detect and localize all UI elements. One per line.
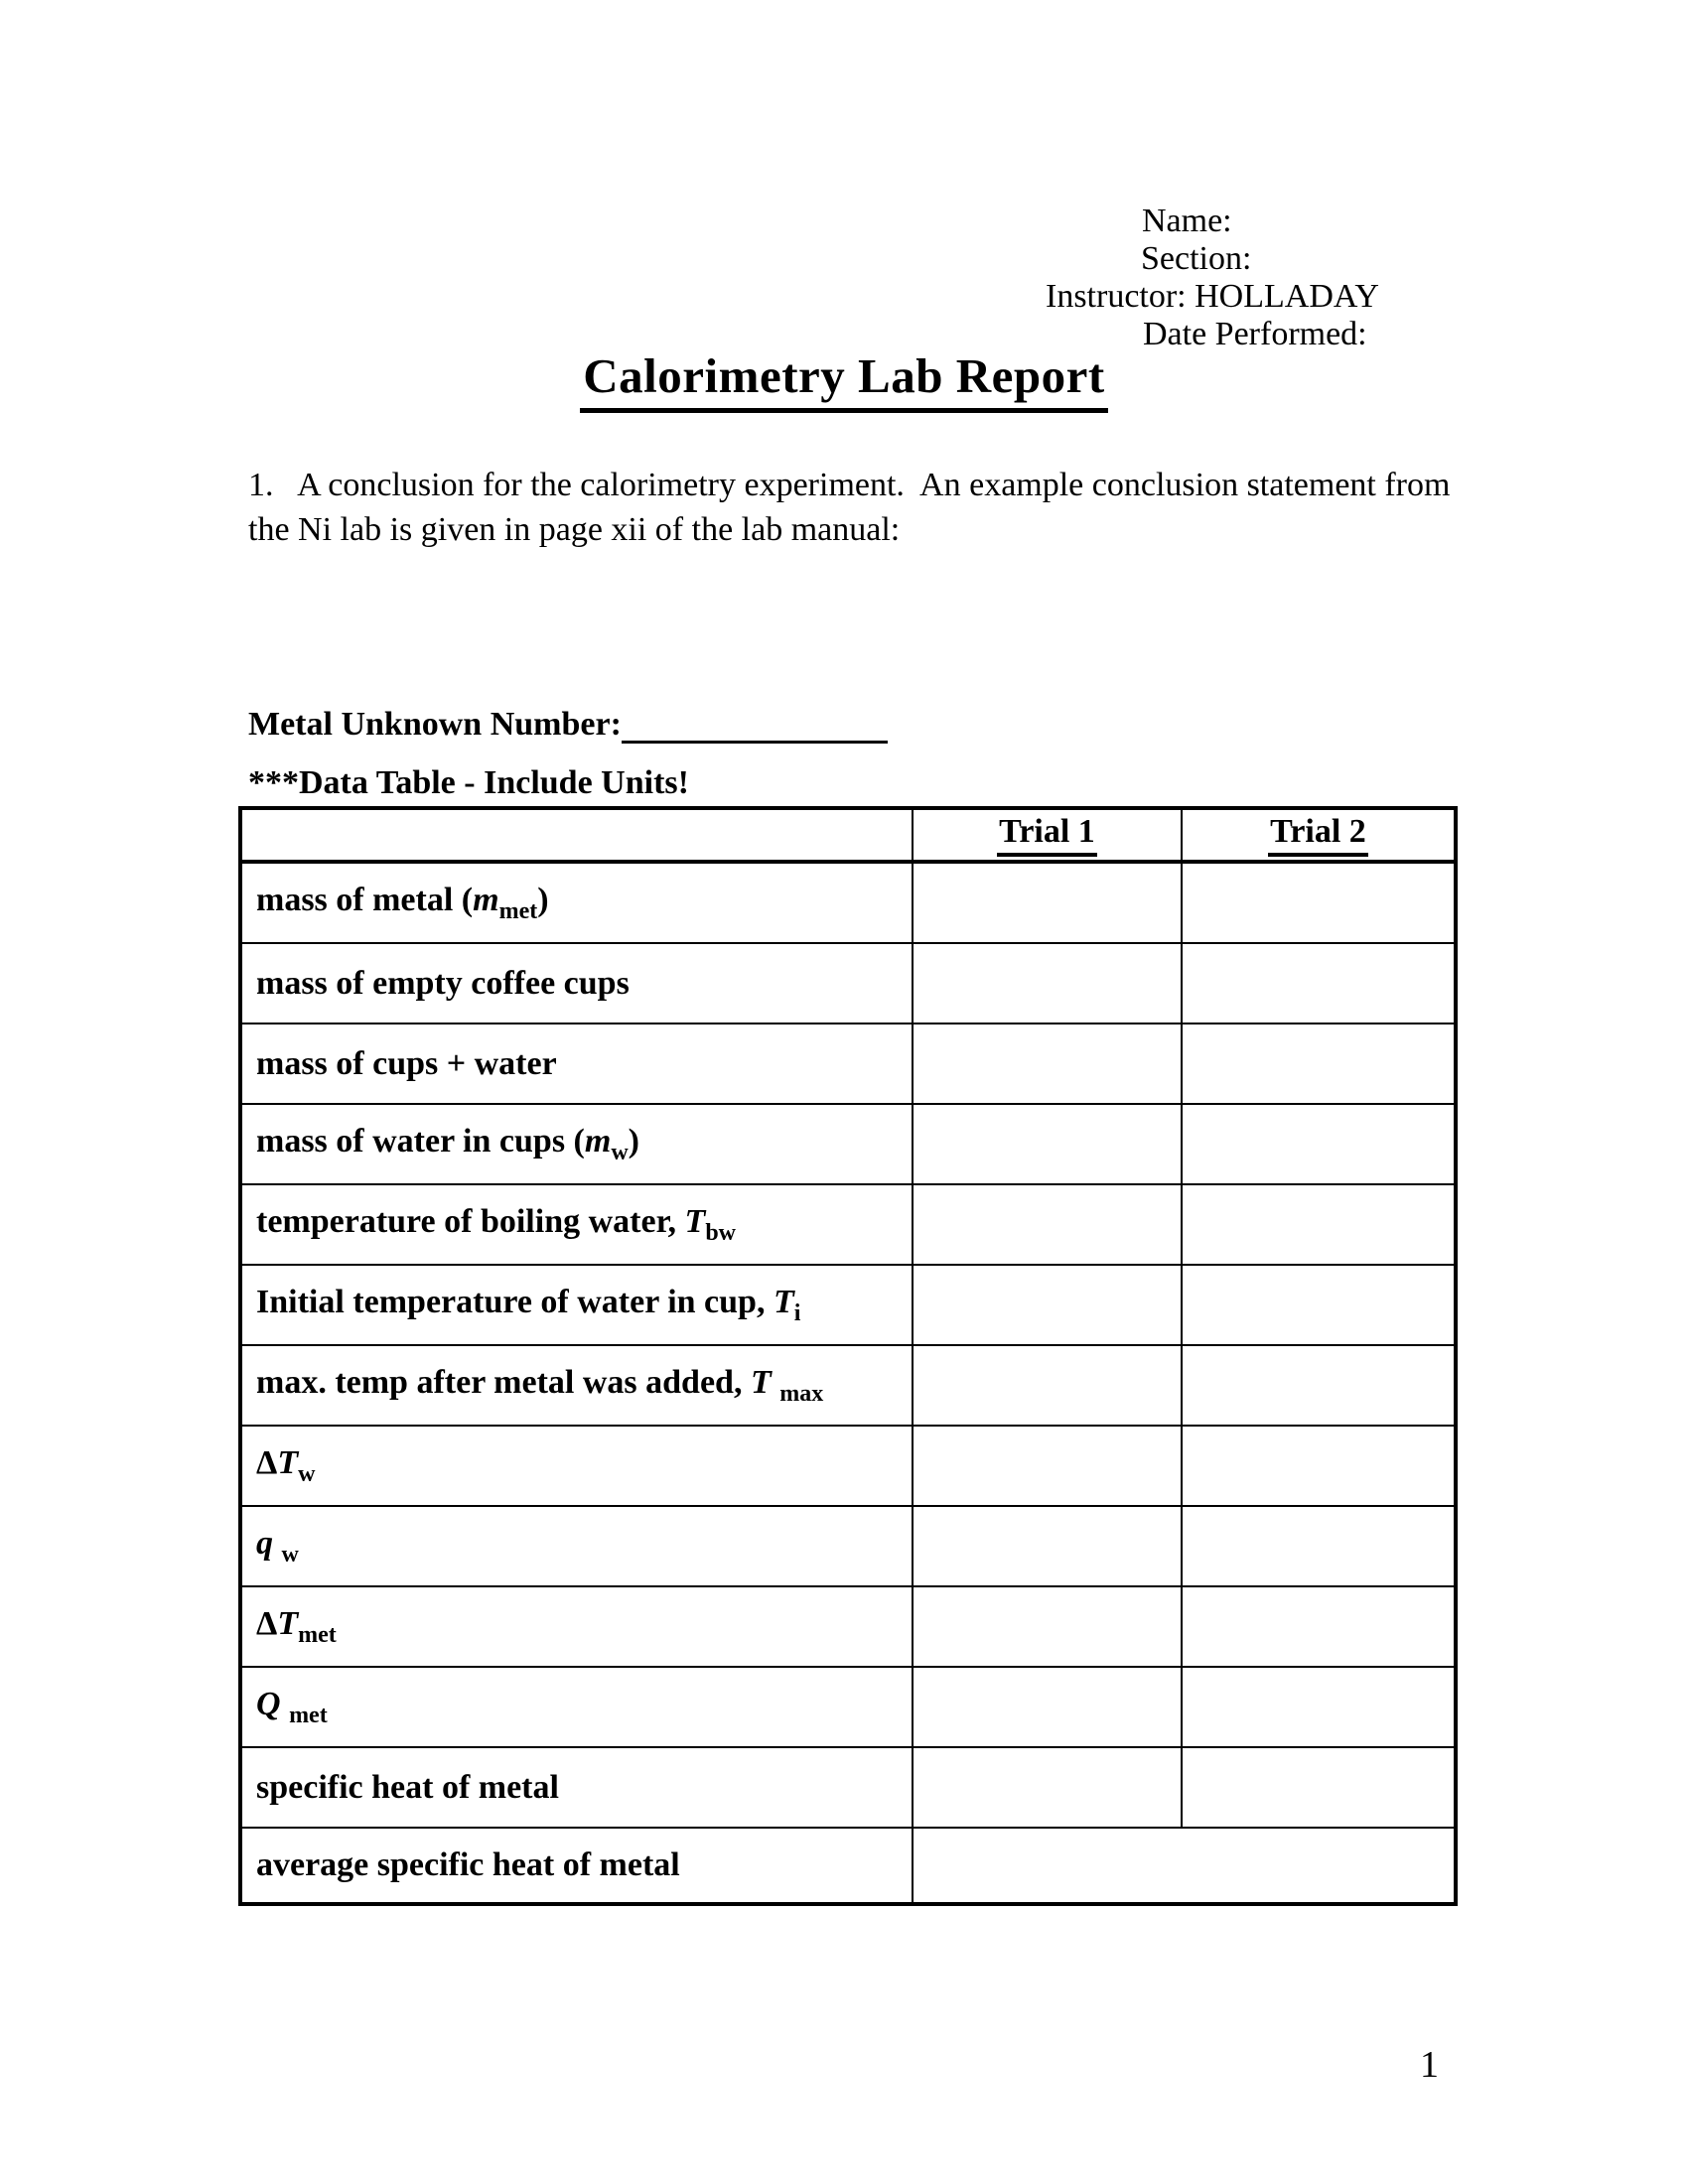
row-label: max. temp after metal was added, T $_{max}$ xyxy=(240,1345,913,1426)
empty-header-cell xyxy=(240,808,913,862)
value-cell-trial1[interactable] xyxy=(913,1184,1182,1265)
table-row xyxy=(240,862,1456,943)
table-row xyxy=(240,1747,1456,1828)
value-cell-trial1[interactable] xyxy=(913,862,1182,943)
table-row xyxy=(240,1506,1456,1586)
section-field-label: Section: xyxy=(1141,240,1252,277)
value-cell-trial1[interactable] xyxy=(913,1104,1182,1184)
row-label: mass of water in cups $(m_w)$ xyxy=(240,1104,913,1184)
value-cell-trial2[interactable] xyxy=(1182,1506,1456,1586)
row-label: Q $_{met}$ xyxy=(240,1667,913,1747)
intro-paragraph xyxy=(248,463,1479,552)
data-table-note: ***Data Table - Include Units! xyxy=(248,764,689,801)
value-cell-trial2[interactable] xyxy=(1182,1667,1456,1747)
row-label: mass of metal $(m_{met})$ xyxy=(240,862,913,943)
row-label: $\Delta T_w$ xyxy=(240,1426,913,1506)
value-cell-trial1[interactable] xyxy=(913,1506,1182,1586)
data-table xyxy=(238,806,1458,1906)
table-row xyxy=(240,1345,1456,1426)
value-cell-trial1[interactable] xyxy=(913,1747,1182,1828)
column-header-trial2: Trial 2 xyxy=(1182,808,1456,862)
table-row xyxy=(240,1828,1456,1904)
value-cell-trial2[interactable] xyxy=(1182,943,1456,1024)
value-cell-trial2[interactable] xyxy=(1182,1265,1456,1345)
table-row xyxy=(240,1265,1456,1345)
row-label: mass of cups + water xyxy=(240,1024,913,1104)
value-cell-trial1[interactable] xyxy=(913,1586,1182,1667)
table-row xyxy=(240,1426,1456,1506)
table-row xyxy=(240,1184,1456,1265)
value-cell-trial1[interactable] xyxy=(913,943,1182,1024)
table-row xyxy=(240,1586,1456,1667)
row-label: specific heat of metal xyxy=(240,1747,913,1828)
intro-line-2: the Ni lab is given in page xii of the lab manual: xyxy=(248,511,901,548)
date-performed-field-label: Date Performed: xyxy=(1143,316,1367,352)
row-label: temperature of boiling water, $T_{bw}$ xyxy=(240,1184,913,1265)
row-label: mass of empty coffee cups xyxy=(240,943,913,1024)
row-label: $\Delta T_{met}$ xyxy=(240,1586,913,1667)
name-field-label: Name: xyxy=(1142,203,1232,239)
metal-unknown-label: Metal Unknown Number: xyxy=(248,706,622,743)
row-label: q $_w$ xyxy=(240,1506,913,1586)
value-cell-trial2[interactable] xyxy=(1182,1345,1456,1426)
value-cell-trial1[interactable] xyxy=(913,1667,1182,1747)
table-row xyxy=(240,943,1456,1024)
value-cell-trial1[interactable] xyxy=(913,1426,1182,1506)
row-label: average specific heat of metal xyxy=(240,1828,913,1904)
table-row xyxy=(240,1024,1456,1104)
row-label: Initial temperature of water in cup, $T_i$ xyxy=(240,1265,913,1345)
value-cell-trial2[interactable] xyxy=(1182,1747,1456,1828)
intro-line-1: 1. A conclusion for the calorimetry experiment. An example conclusion statement from xyxy=(248,467,1451,503)
value-cell-trial1[interactable] xyxy=(913,1265,1182,1345)
column-header-trial1: Trial 1 xyxy=(913,808,1182,862)
value-cell-trial2[interactable] xyxy=(1182,1184,1456,1265)
table-row xyxy=(240,1104,1456,1184)
page-title: Calorimetry Lab Report xyxy=(580,347,1107,413)
value-cell-trial1[interactable] xyxy=(913,1345,1182,1426)
value-cell-trial2[interactable] xyxy=(1182,862,1456,943)
metal-unknown-line xyxy=(248,705,888,744)
value-cell-trial2[interactable] xyxy=(1182,1104,1456,1184)
instructor-field-label: Instructor: HOLLADAY xyxy=(1046,278,1379,315)
value-cell-trial2[interactable] xyxy=(1182,1586,1456,1667)
metal-unknown-blank[interactable] xyxy=(622,705,888,744)
table-header-row xyxy=(240,808,1456,862)
value-cell-trial2[interactable] xyxy=(1182,1426,1456,1506)
table-row xyxy=(240,1667,1456,1747)
value-cell-trial2[interactable] xyxy=(1182,1024,1456,1104)
value-cell-trial1[interactable] xyxy=(913,1024,1182,1104)
title-row xyxy=(0,347,1688,413)
page-number: 1 xyxy=(1420,2044,1439,2086)
value-cell-merged[interactable] xyxy=(913,1828,1456,1904)
